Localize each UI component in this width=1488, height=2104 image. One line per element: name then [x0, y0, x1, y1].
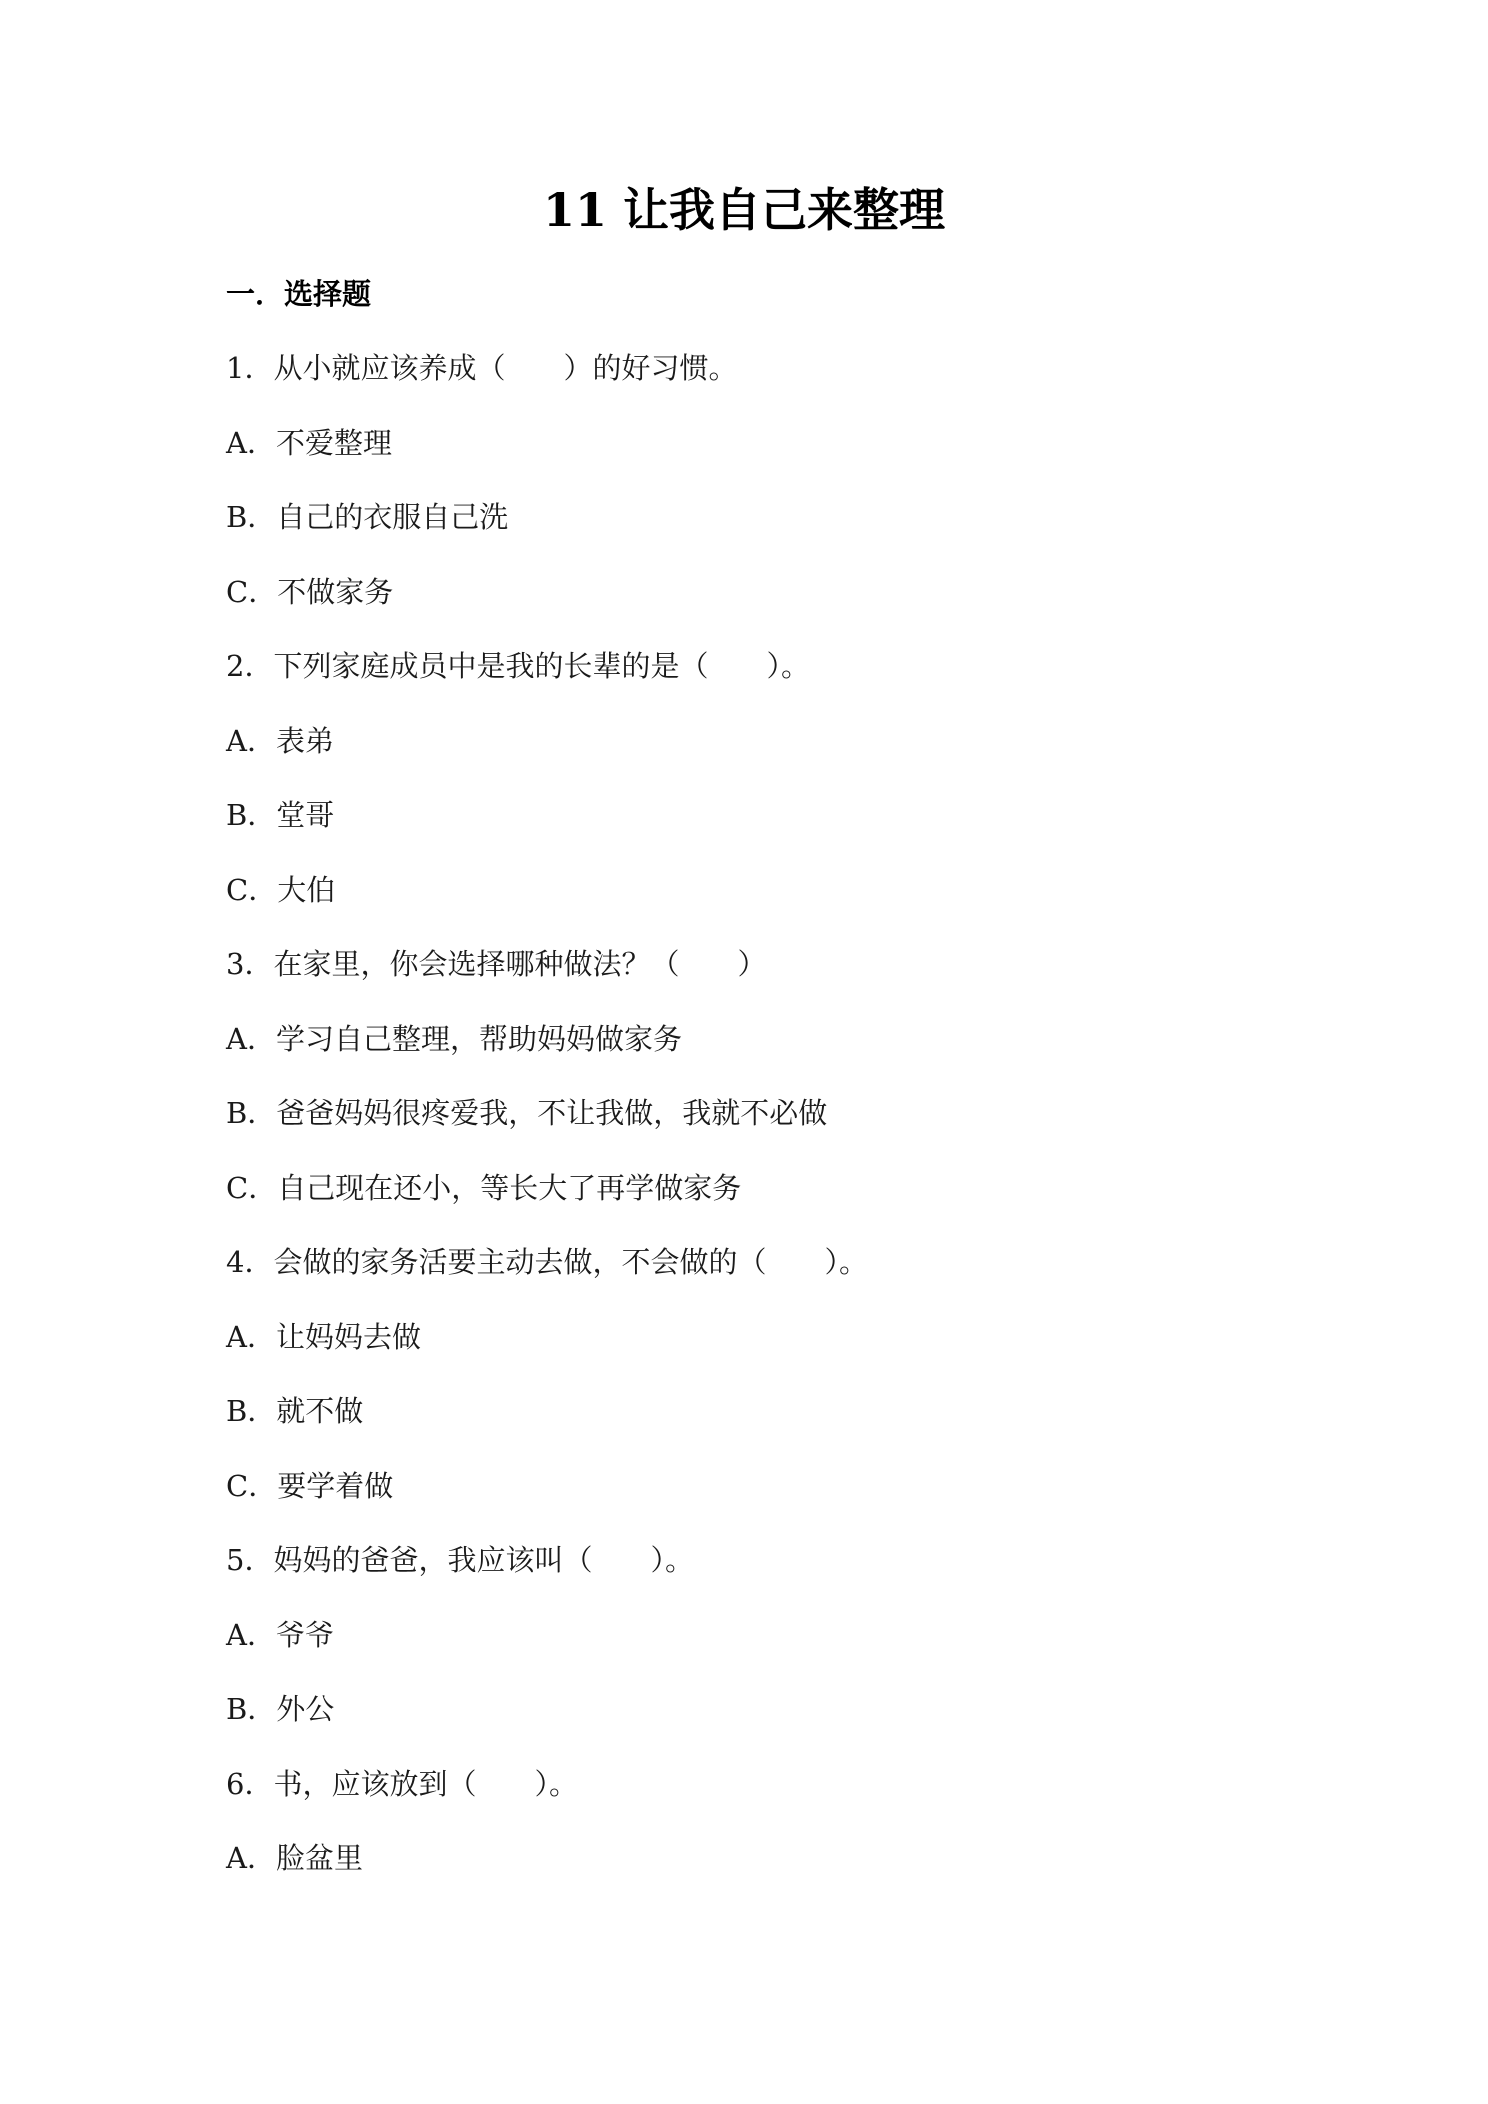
question-3: 3．在家里，你会选择哪种做法？（ ） [226, 947, 767, 981]
question-1-option-b: B．自己的衣服自己洗 [226, 500, 509, 534]
question-6-option-a: A．脸盆里 [226, 1841, 363, 1875]
question-2-option-b: B．堂哥 [226, 798, 335, 832]
question-2-option-a: A．表弟 [226, 723, 334, 758]
question-3-option-a: A．学习自己整理，帮助妈妈做家务 [226, 1021, 682, 1056]
question-4-option-c: C．要学着做 [226, 1468, 394, 1503]
question-2-option-c: C．大伯 [226, 872, 336, 907]
question-1-option-c: C．不做家务 [226, 574, 394, 609]
question-1: 1．从小就应该养成（ ）的好习惯。 [226, 351, 738, 385]
question-3-option-c: C．自己现在还小，等长大了再学做家务 [226, 1170, 742, 1205]
question-list [226, 348, 1326, 1913]
question-4: 4．会做的家务活要主动去做，不会做的（ ）。 [226, 1245, 868, 1279]
question-4-option-b: B．就不做 [226, 1394, 364, 1428]
question-6: 6．书，应该放到（ ）。 [226, 1766, 578, 1801]
question-2: 2．下列家庭成员中是我的长辈的是（ ）。 [226, 649, 810, 683]
question-3-option-b: B．爸爸妈妈很疼爱我，不让我做，我就不必做 [226, 1096, 828, 1130]
question-4-option-a: A．让妈妈去做 [226, 1319, 421, 1354]
question-5-option-a: A．爷爷 [226, 1617, 334, 1652]
page-title: 11 让我自己来整理 [542, 183, 946, 237]
question-5: 5．妈妈的爸爸，我应该叫（ ）。 [226, 1543, 694, 1577]
section-heading: 一．选择题 [226, 277, 372, 311]
question-5-option-b: B．外公 [226, 1692, 335, 1726]
question-1-option-a: A．不爱整理 [226, 425, 392, 460]
